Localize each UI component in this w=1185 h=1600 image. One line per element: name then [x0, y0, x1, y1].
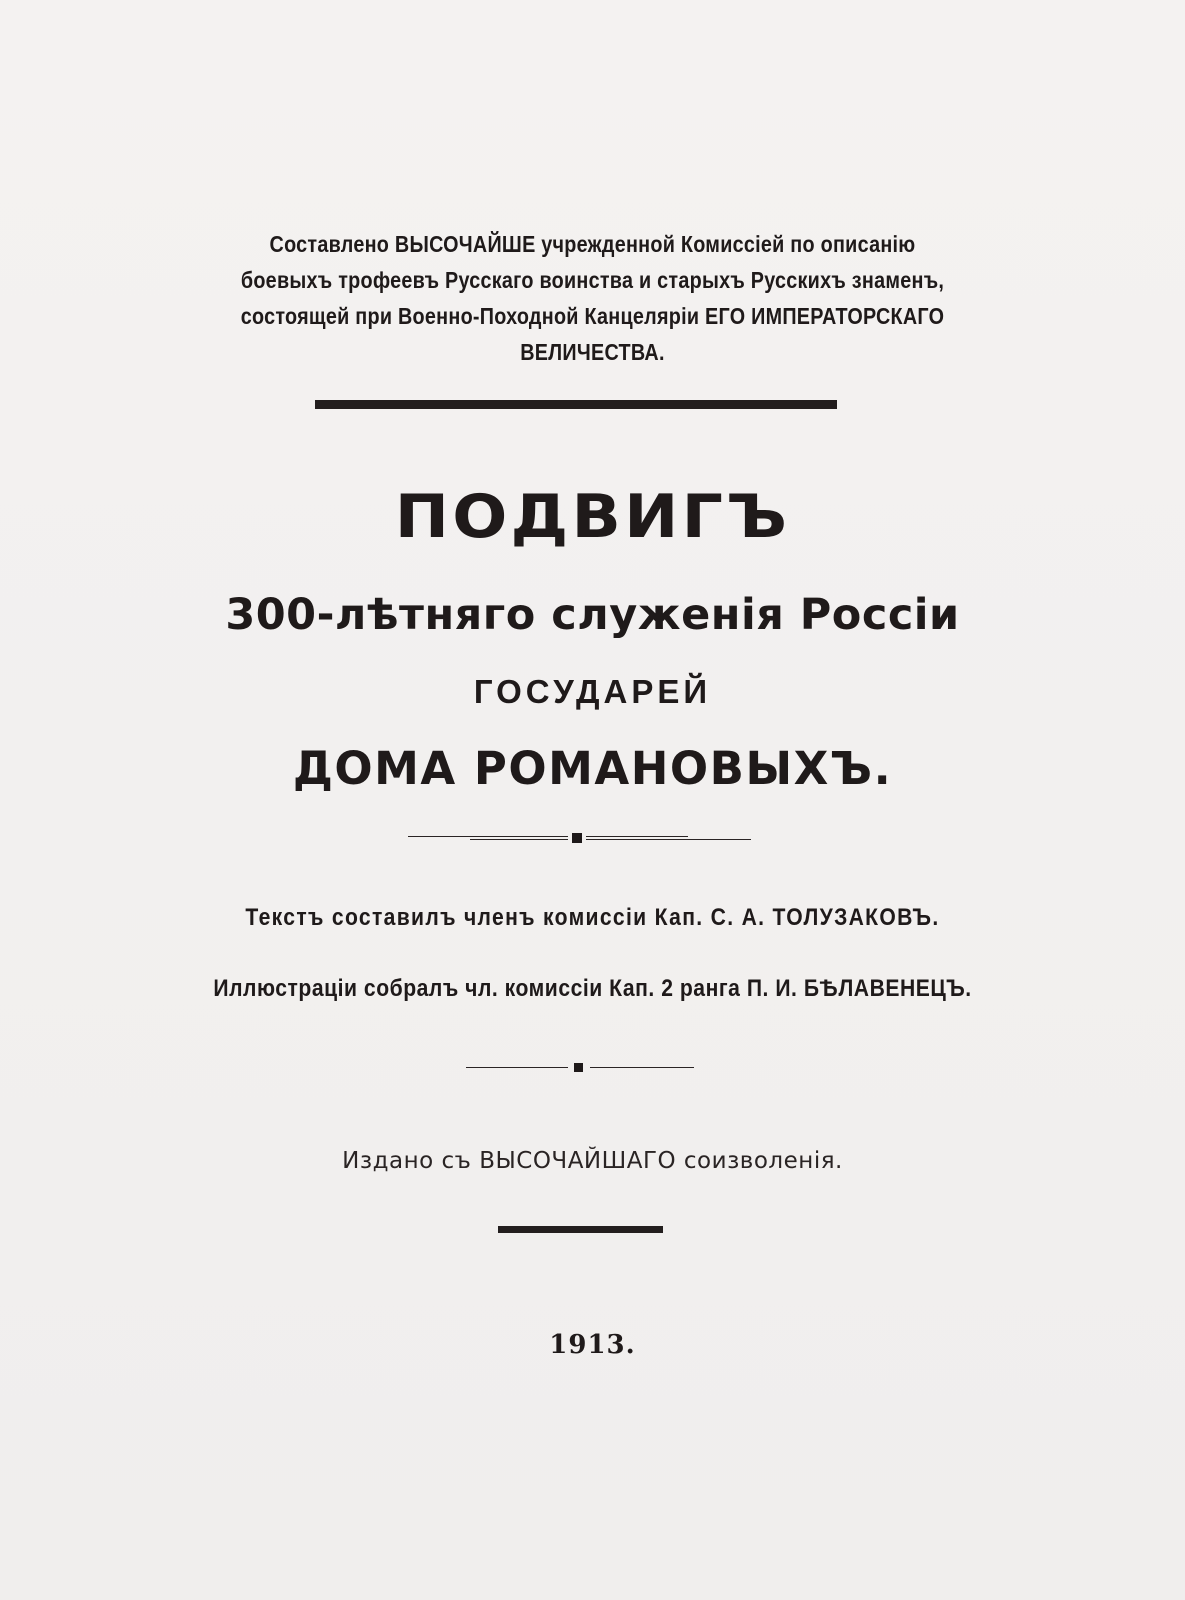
top-divider-rule [315, 400, 837, 409]
illustrations-credit: Иллюстраціи собралъ чл. комиссіи Кап. 2 ранга П. И. БѢЛАВЕНЕЦЪ. [213, 975, 972, 1002]
commission-line-3: состоящей при Военно-Походной Канцеляріи ЕГО ИМПЕРАТОРСКАГО [240, 303, 945, 329]
commission-line-4: ВЕЛИЧЕСТВА. [520, 339, 665, 365]
bottom-divider-rule [498, 1226, 663, 1233]
publication-year: 1913. [549, 1330, 636, 1360]
commission-statement [83, 226, 1102, 370]
commission-line-1: Составлено ВЫСОЧАЙШЕ учрежденной Комиссіей по описанію [269, 231, 916, 257]
commission-line-2: боевыхъ трофеевъ Русскаго воинства и старыхъ Русскихъ знаменъ, [240, 267, 945, 293]
book-title: ПОДВИГЪ [394, 482, 791, 552]
ornament-divider-2 [0, 1058, 1185, 1078]
publication-permission: Издано съ ВЫСОЧАЙШАГО соизволенія. [342, 1148, 843, 1174]
book-subtitle: 300-лѣтняго служенія Россіи [225, 590, 960, 640]
book-subtitle-house: ДОМА РОМАНОВЫХЪ. [292, 742, 893, 795]
ornament-divider-1 [0, 828, 1185, 848]
book-subtitle-sovereigns: ГОСУДАРЕЙ [473, 673, 712, 710]
text-author-credit: Текстъ составилъ членъ комиссіи Кап. С. А. ТОЛУЗАКОВЪ. [245, 904, 940, 931]
